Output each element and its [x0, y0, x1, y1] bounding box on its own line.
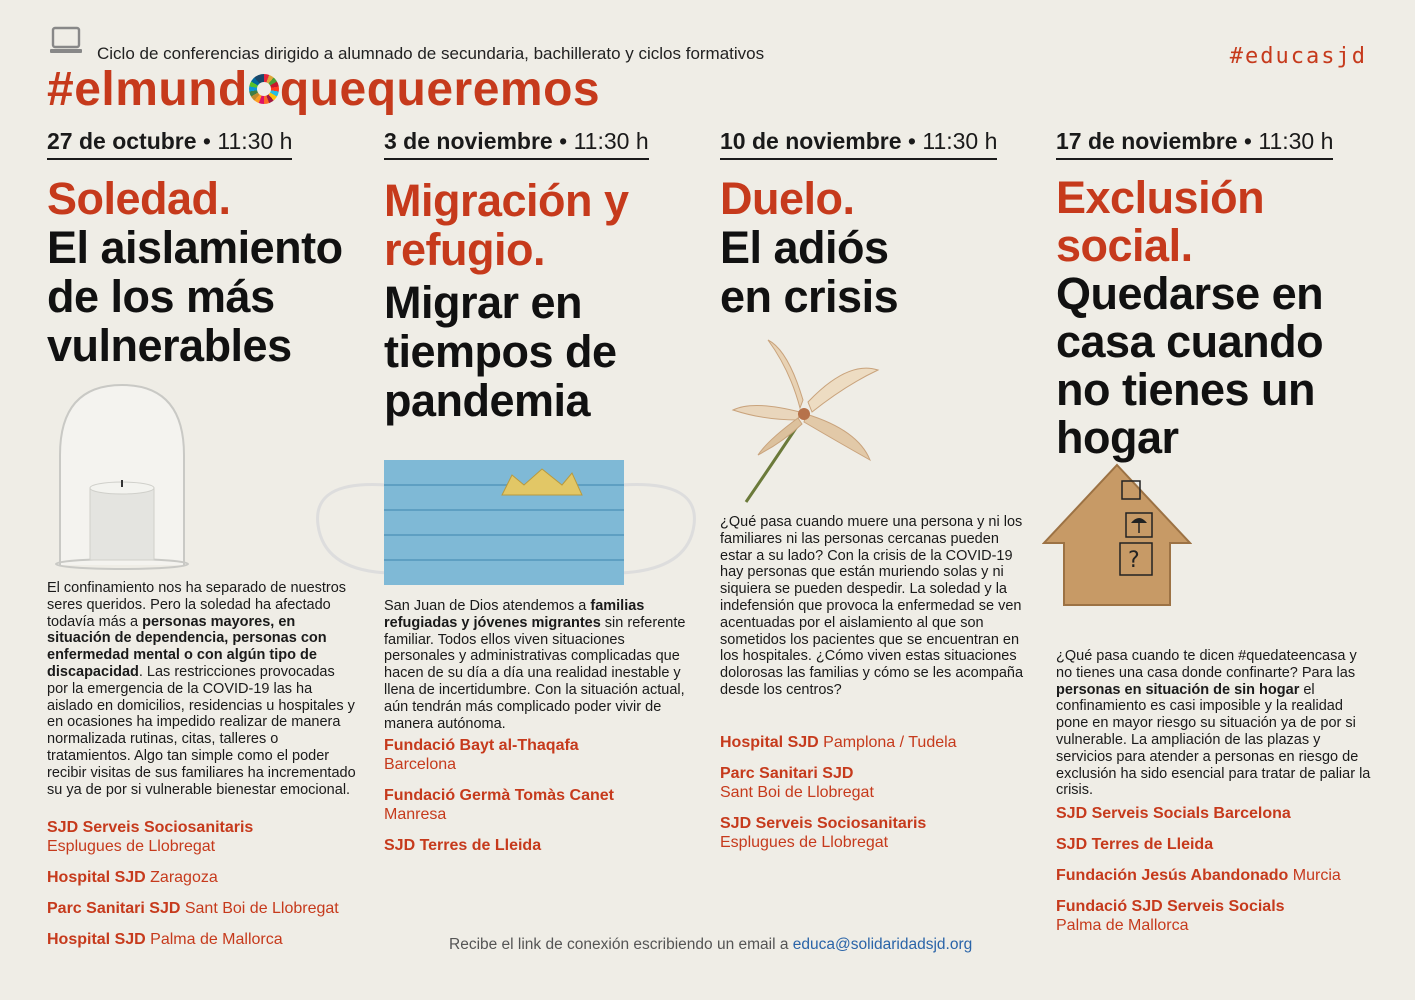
session-column-2 [384, 128, 696, 425]
withered-lily-image [728, 330, 888, 510]
org-city: Esplugues de Llobregat [47, 838, 216, 855]
session-description: ¿Qué pasa cuando te dicen #quedateencasa y no tienes una casa donde confinarte? Para las personas en situación de sin hogar el confinamiento es casi imposible y la realidad pone en mayor riesgo su situación ya de por si vulnerable. La ampliación de las plazas y servicios para atender a personas en riesgo de exclusión ha sido esencial para tratar de paliar la crisis. [1056, 648, 1371, 799]
session-description: ¿Qué pasa cuando muere una persona y ni los familiares ni las personas cercanas pueden estar a su lado? Con la crisis de la COVID-19 hay personas que están muriendo solas y ni siquiera se pueden despedir. La soledad y la indefensión que provoca la enfermedad se ven acentuadas por el aislamiento al que son sometidos los pacientes que se encuentran en los hospitales. ¿Cómo viven estas situaciones dolorosas las familias y cómo se les acompaña desde los centros? [720, 514, 1024, 698]
org-city: Barcelona [384, 756, 457, 773]
org-entry [47, 868, 367, 887]
session-date: 27 de octubre • 11:30 h [47, 128, 292, 160]
org-name: Parc Sanitari SJD [47, 900, 181, 917]
org-entry [1056, 866, 1386, 885]
face-mask-image [312, 455, 700, 590]
org-entry [720, 733, 1040, 752]
org-entry [384, 736, 704, 774]
org-city: Murcia [1292, 867, 1341, 884]
org-name: Fundació Germà Tomàs Canet [384, 787, 614, 804]
org-name: SJD Terres de Lleida [384, 837, 542, 854]
org-city: Esplugues de Llobregat [720, 834, 889, 851]
org-entry [384, 786, 704, 824]
footer-note: Recibe el link de conexión escribiendo un email a educa@solidaridadsjd.org [449, 936, 973, 953]
org-city: Sant Boi de Llobregat [184, 900, 339, 917]
org-list [47, 818, 367, 949]
org-name: Fundación Jesús Abandonado [1056, 867, 1289, 884]
org-city: Manresa [384, 806, 447, 823]
org-city: Sant Boi de Llobregat [720, 784, 874, 801]
bell-jar-candle-image [52, 380, 192, 570]
session-column-1 [47, 128, 359, 370]
org-list [384, 736, 704, 855]
session-description: San Juan de Dios atendemos a familias refugiadas y jóvenes migrantes sin referente familiar. Todos ellos viven situaciones personales y administrativas complicadas que hacen de su día a día una realidad inestable y llena de incertidumbre. Con la situación actual, aún tendrán más complicado poder vivir de manera autónoma. [384, 598, 686, 732]
org-entry [47, 818, 367, 856]
org-city: Zaragoza [150, 869, 218, 886]
session-date: 10 de noviembre • 11:30 h [720, 128, 997, 160]
org-name: SJD Serveis Sociosanitaris [47, 819, 254, 836]
org-name: SJD Terres de Lleida [1056, 836, 1214, 853]
session-date: 17 de noviembre • 11:30 h [1056, 128, 1333, 160]
org-name: Fundació Bayt al-Thaqafa [384, 737, 579, 754]
org-list [1056, 804, 1386, 935]
org-name: Parc Sanitari SJD [720, 765, 854, 782]
org-entry [720, 814, 1040, 852]
org-name: Hospital SJD [720, 734, 819, 751]
educa-hashtag[interactable]: #educasjd [1229, 44, 1367, 69]
session-column-3 [720, 128, 1032, 321]
org-name: Fundació SJD Serveis Socials [1056, 898, 1285, 915]
org-entry [384, 836, 704, 855]
session-description: El confinamiento nos ha separado de nuestros seres queridos. Pero la soledad ha afectado todavía más a personas mayores, en situación de dependencia, personas con enfermedad mental o con algún tipo de discapacidad. Las restricciones provocadas por la emergencia de la COVID-19 las ha aislado en domicilios, residencias u hospitales y en ocasiones ha impedido realizar de manera normalizada rutinas, citas, talleres o tratamientos. Algo tan simple como el poder recibir visitas de sus familiares ha incrementado su ya de por si vulnerable bienestar emocional. [47, 580, 356, 798]
svg-text:?: ? [1128, 548, 1140, 573]
org-name: Hospital SJD [47, 869, 146, 886]
session-column-4 [1056, 128, 1368, 462]
laptop-icon [49, 26, 83, 56]
org-entry [720, 764, 1040, 802]
org-entry [47, 899, 367, 918]
org-city: Palma de Mallorca [1056, 917, 1189, 934]
org-city: Palma de Mallorca [150, 931, 283, 948]
org-entry [1056, 804, 1386, 823]
session-date: 3 de noviembre • 11:30 h [384, 128, 649, 160]
session-title: Exclusión social. Quedarse en casa cuando no tienes un hogar [1056, 172, 1324, 463]
org-entry [47, 930, 367, 949]
session-title: Duelo. El adiós en crisis [720, 173, 899, 322]
org-name: SJD Serveis Sociosanitaris [720, 815, 927, 832]
session-title: Migración y refugio. Migrar en tiempos de pandemia [384, 175, 629, 426]
contact-email-link[interactable]: educa@solidaridadsjd.org [792, 936, 973, 953]
cardboard-house-image [1042, 463, 1192, 608]
campaign-hashtag[interactable]: #elmund quequeremos [47, 63, 601, 116]
event-subtitle: Ciclo de conferencias dirigido a alumnado de secundaria, bachillerato y ciclos formativos [97, 44, 765, 63]
org-name: SJD Serveis Socials Barcelona [1056, 805, 1291, 822]
org-entry [1056, 835, 1386, 854]
org-city: Pamplona / Tudela [823, 734, 957, 751]
org-list [720, 733, 1040, 852]
org-entry [1056, 897, 1386, 935]
sdg-wheel-icon [249, 74, 279, 104]
org-name: Hospital SJD [47, 931, 146, 948]
session-title: Soledad. El aislamiento de los más vulnerables [47, 173, 343, 371]
